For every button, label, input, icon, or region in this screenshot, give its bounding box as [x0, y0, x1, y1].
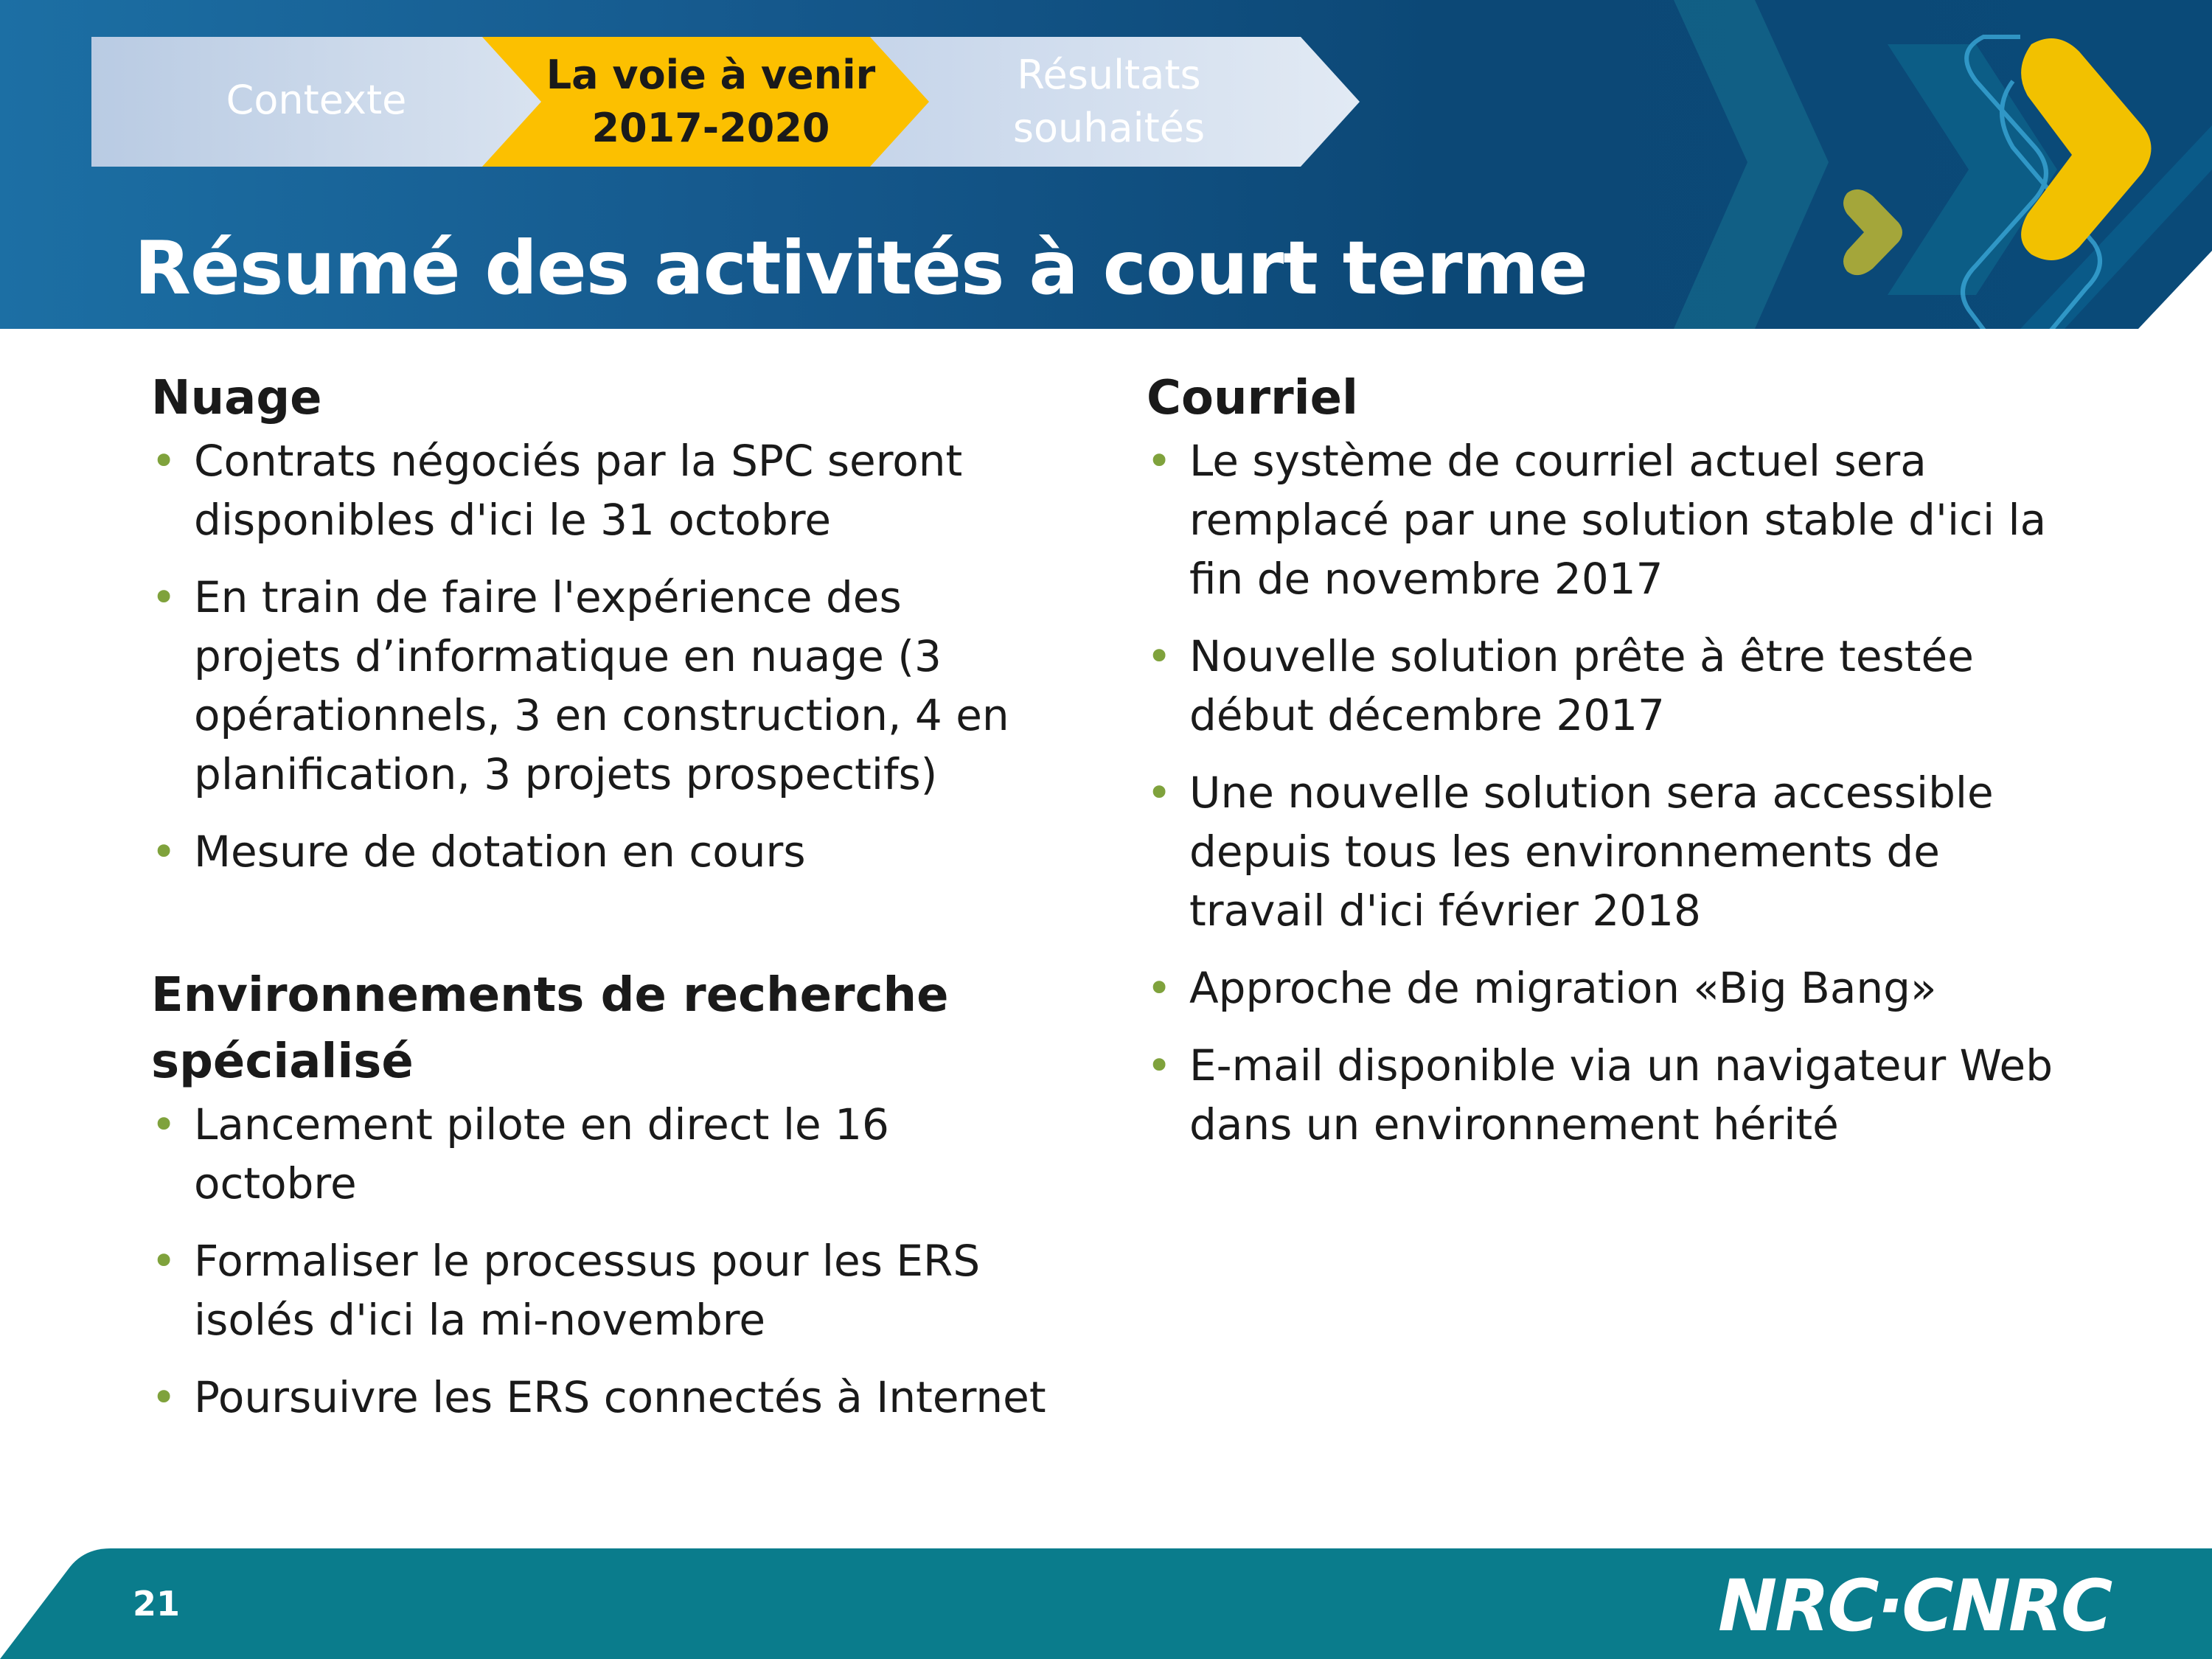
list-item: • Lancement pilote en direct le 16 octobre — [151, 1095, 1058, 1213]
bullet-list — [151, 1095, 1058, 1427]
page-number: 21 — [133, 1584, 181, 1624]
section-email — [1147, 365, 2053, 1154]
list-item: • Formaliser le processus pour les ERS isolés d'ici la mi-novembre — [151, 1231, 1058, 1349]
step-way-forward[interactable]: La voie à venir 2017-2020 — [546, 52, 876, 151]
bullet-icon: • — [1147, 963, 1172, 1013]
list-item: • Approche de migration «Big Bang» — [1147, 959, 2053, 1018]
header-banner — [0, 0, 2212, 329]
list-item: • Une nouvelle solution sera accessible depuis tous les environnements de travail d'ici février 2018 — [1147, 763, 2053, 940]
breadcrumb — [91, 37, 1367, 167]
bullet-list — [151, 431, 1058, 881]
bullet-list — [1147, 431, 2053, 1154]
list-item: • Mesure de dotation en cours — [151, 822, 1058, 881]
section-cloud — [151, 365, 1058, 881]
list-item: • En train de faire l'expérience des projets d’informatique en nuage (3 opérationnels, 3 en construction, 4 en planification, 3 projets prospectifs) — [151, 568, 1058, 804]
bullet-icon: • — [151, 1236, 177, 1286]
list-item: • Contrats négociés par la SPC seront disponibles d'ici le 31 octobre — [151, 431, 1058, 549]
section-heading: Nuage — [151, 371, 322, 425]
section-research-environments — [151, 962, 1058, 1427]
list-item: • Poursuivre les ERS connectés à Internet — [151, 1368, 1058, 1427]
page-title: Résumé des activités à court terme — [134, 225, 1587, 311]
list-item: • E-mail disponible via un navigateur Web dans un environnement hérité — [1147, 1036, 2053, 1154]
bullet-icon: • — [151, 436, 177, 486]
left-column — [151, 365, 1058, 1445]
right-column — [1147, 365, 2053, 1172]
list-item: • Le système de courriel actuel sera remplacé par une solution stable d'ici la fin de novembre 2017 — [1147, 431, 2053, 608]
nrc-cnrc-logo: NRC·CNRC — [1718, 1565, 2111, 1647]
list-item: • Nouvelle solution prête à être testée début décembre 2017 — [1147, 627, 2053, 745]
step-desired-results[interactable]: Résultats souhaités — [1012, 52, 1206, 151]
section-heading: Environnements de recherche spécialisé — [151, 968, 949, 1089]
bullet-icon: • — [1147, 436, 1172, 486]
bullet-icon: • — [151, 1372, 177, 1422]
bullet-icon: • — [151, 827, 177, 877]
step-context[interactable]: Contexte — [226, 77, 407, 123]
bullet-icon: • — [151, 572, 177, 622]
section-heading: Courriel — [1147, 371, 1358, 425]
bullet-icon: • — [151, 1099, 177, 1150]
bullet-icon: • — [1147, 1040, 1172, 1091]
bullet-icon: • — [1147, 631, 1172, 681]
bullet-icon: • — [1147, 768, 1172, 818]
